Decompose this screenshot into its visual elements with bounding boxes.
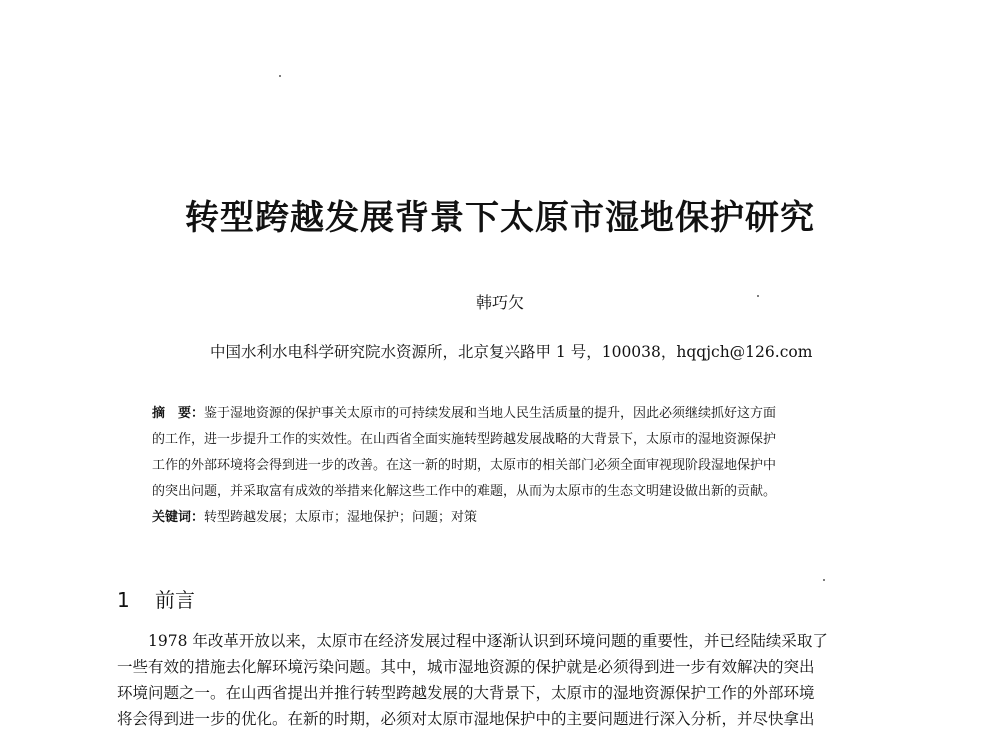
section-heading (117, 584, 195, 613)
keywords-text: 转型跨越发展；太原市；湿地保护；问题；对策 (204, 510, 478, 525)
keywords-line (152, 505, 902, 531)
body-line: 环境问题之一。在山西省提出并推行转型跨越发展的大背景下，太原市的湿地资源保护工作的外部环境 (117, 684, 815, 702)
section-number: 1 (117, 588, 130, 612)
body-line: 1978 年改革开放以来，太原市在经济发展过程中逐渐认识到环境问题的重要性，并已经陆续采取了 (148, 632, 828, 650)
paper-title: 转型跨越发展背景下太原市湿地保护研究 (185, 198, 815, 238)
scan-speck (279, 75, 281, 77)
keywords-label: 关键词： (152, 510, 205, 525)
abstract-label: 摘 要： (152, 406, 205, 421)
author-name: 韩巧欠 (475, 293, 524, 312)
abstract-line (152, 401, 902, 427)
abstract-line: 的突出问题，并采取富有成效的举措来化解这些工作中的难题，从而为太原市的生态文明建设做出新的贡献。 (152, 484, 777, 499)
abstract-block (152, 401, 902, 531)
author-affiliation: 中国水利水电科学研究院水资源所，北京复兴路甲 1 号，100038，hqqjch@126.com (210, 343, 813, 361)
body-paragraph (117, 628, 937, 732)
section-title: 前言 (155, 588, 195, 612)
abstract-line: 的工作，进一步提升工作的实效性。在山西省全面实施转型跨越发展战略的大背景下，太原市的湿地资源保护 (152, 432, 777, 447)
abstract-line: 工作的外部环境将会得到进一步的改善。在这一新的时期，太原市的相关部门必须全面审视现阶段湿地保护中 (152, 458, 777, 473)
body-line: 将会得到进一步的优化。在新的时期，必须对太原市湿地保护中的主要问题进行深入分析，并尽快拿出 (117, 710, 815, 728)
scan-speck (823, 579, 825, 581)
body-line: 一些有效的措施去化解环境污染问题。其中，城市湿地资源的保护就是必须得到进一步有效解决的突出 (117, 658, 815, 676)
abstract-text: 鉴于湿地资源的保护事关太原市的可持续发展和当地人民生活质量的提升，因此必须继续抓好这方面 (204, 406, 777, 421)
